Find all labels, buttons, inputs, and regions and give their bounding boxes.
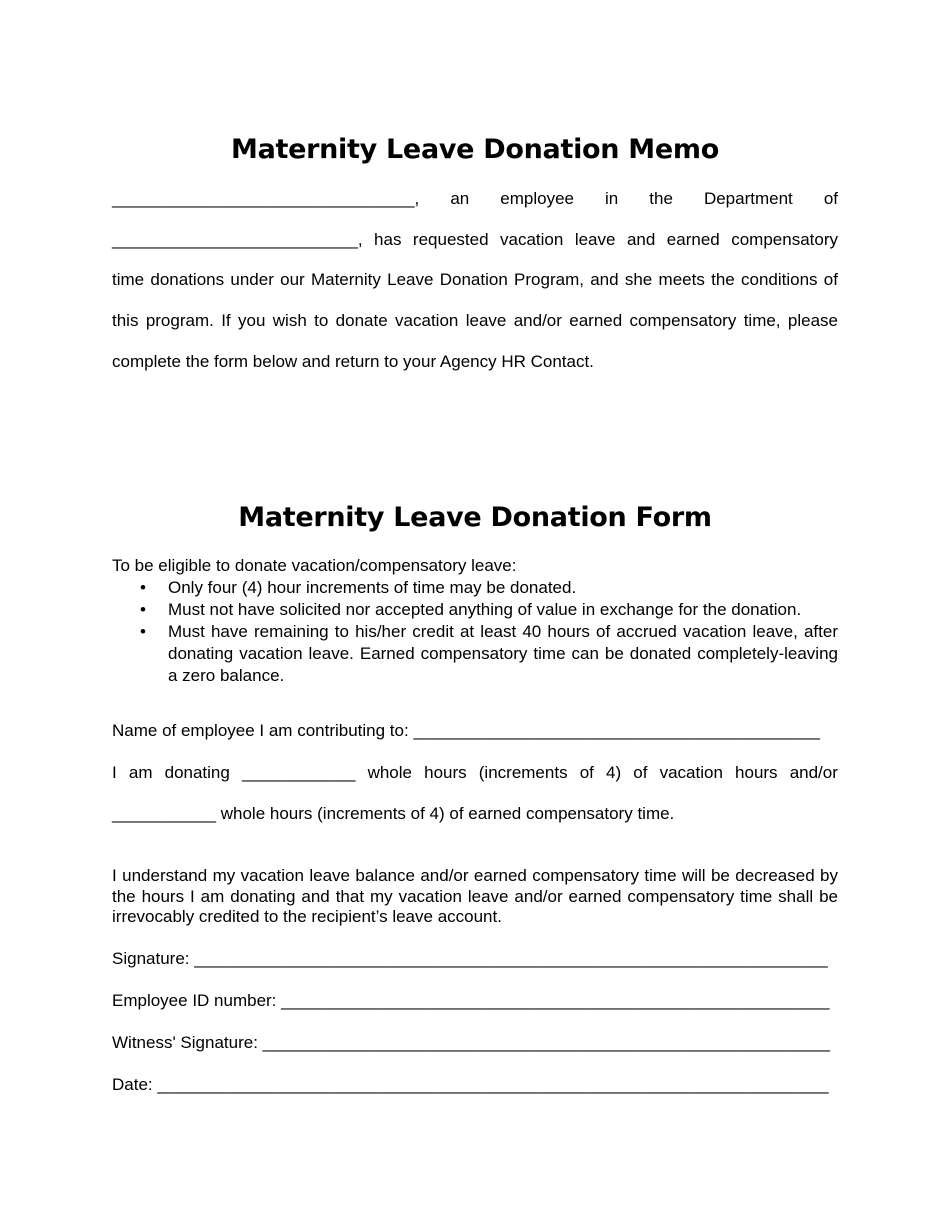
bullet-icon: • — [140, 600, 146, 619]
memo-title: Maternity Leave Donation Memo — [231, 134, 719, 165]
witness-signature-label: Witness' Signature: — [112, 1033, 263, 1052]
employee-id-blank[interactable]: __________________________________________________________ — [281, 991, 830, 1010]
comp-hours-line — [112, 803, 838, 825]
comp-hours-text: whole hours (increments of 4) of earned compensatory time. — [216, 804, 675, 823]
donating-word: of — [633, 763, 648, 782]
donating-word: 4) — [606, 763, 622, 782]
recipient-name-blank[interactable]: ___________________________________________ — [413, 721, 820, 740]
signature-label: Signature: — [112, 949, 195, 968]
memo-line-2-text: , has requested vacation leave and earned compensatory — [357, 230, 838, 249]
comp-hours-blank[interactable]: ___________ — [112, 804, 217, 823]
eligibility-intro: To be eligible to donate vacation/compensatory leave: — [112, 556, 517, 575]
donating-word: am — [128, 763, 153, 782]
recipient-name-line — [112, 720, 838, 742]
date-blank[interactable]: _______________________________________________________________________ — [157, 1075, 829, 1094]
employee-id-label: Employee ID number: — [112, 991, 282, 1010]
memo-word: employee — [500, 189, 574, 208]
witness-signature-line — [112, 1032, 838, 1054]
department-blank[interactable]: __________________________ — [112, 230, 358, 249]
eligibility-rules-list — [112, 577, 838, 687]
memo-line-2 — [112, 229, 838, 251]
signature-line — [112, 948, 838, 970]
memo-line-1 — [112, 188, 838, 210]
list-item: • Must have remaining to his/her credit at least 40 hours of accrued vacation leave, after donating vacation leave. Earned compensatory time can be donated completely-leaving a zero balance. — [140, 622, 838, 685]
donating-word: donating — [164, 763, 230, 782]
list-item: • Only four (4) hour increments of time may be donated. — [140, 578, 577, 597]
donating-word: vacation — [659, 763, 723, 782]
list-item: • Must not have solicited nor accepted anything of value in exchange for the donation. — [140, 600, 802, 619]
date-line — [112, 1074, 838, 1096]
witness-signature-blank[interactable]: ____________________________________________________________ — [262, 1033, 830, 1052]
memo-word: the — [649, 189, 673, 208]
donating-word: (increments — [478, 763, 568, 782]
vacation-hours-blank[interactable]: ____________ — [241, 763, 356, 782]
memo-word: in — [605, 189, 619, 208]
memo-word: of — [823, 189, 838, 208]
donating-word: hours — [735, 763, 778, 782]
employee-name-blank[interactable]: ________________________________, — [112, 189, 420, 208]
memo-word: Department — [703, 189, 793, 208]
memo-body: time donations under our Maternity Leave Donation Program, and she meets the conditions of this program. If you wish to donate vacation leave and/or earned compensatory time, please complete the form below and return to your Agency HR Contact. — [112, 270, 838, 371]
donating-word: and/or — [789, 763, 838, 782]
form-title: Maternity Leave Donation Form — [238, 502, 712, 533]
donating-word: hours — [424, 763, 467, 782]
recipient-name-label: Name of employee I am contributing to: — [112, 721, 414, 740]
bullet-icon: • — [140, 578, 146, 597]
memo-word: an — [450, 189, 470, 208]
donating-word: of — [579, 763, 594, 782]
donating-word: whole — [367, 763, 412, 782]
signature-blank[interactable]: ___________________________________________________________________ — [194, 949, 828, 968]
bullet-icon: • — [140, 622, 146, 641]
employee-id-line — [112, 990, 838, 1012]
date-label: Date: — [112, 1075, 158, 1094]
acknowledgement-text: I understand my vacation leave balance and/or earned compensatory time will be decreased by the hours I am donating and that my vacation leave and/or earned compensatory time shall be irrevocably credited to the recipient’s leave account. — [112, 866, 838, 926]
vacation-hours-line — [112, 762, 838, 784]
donating-word: I — [112, 763, 117, 782]
